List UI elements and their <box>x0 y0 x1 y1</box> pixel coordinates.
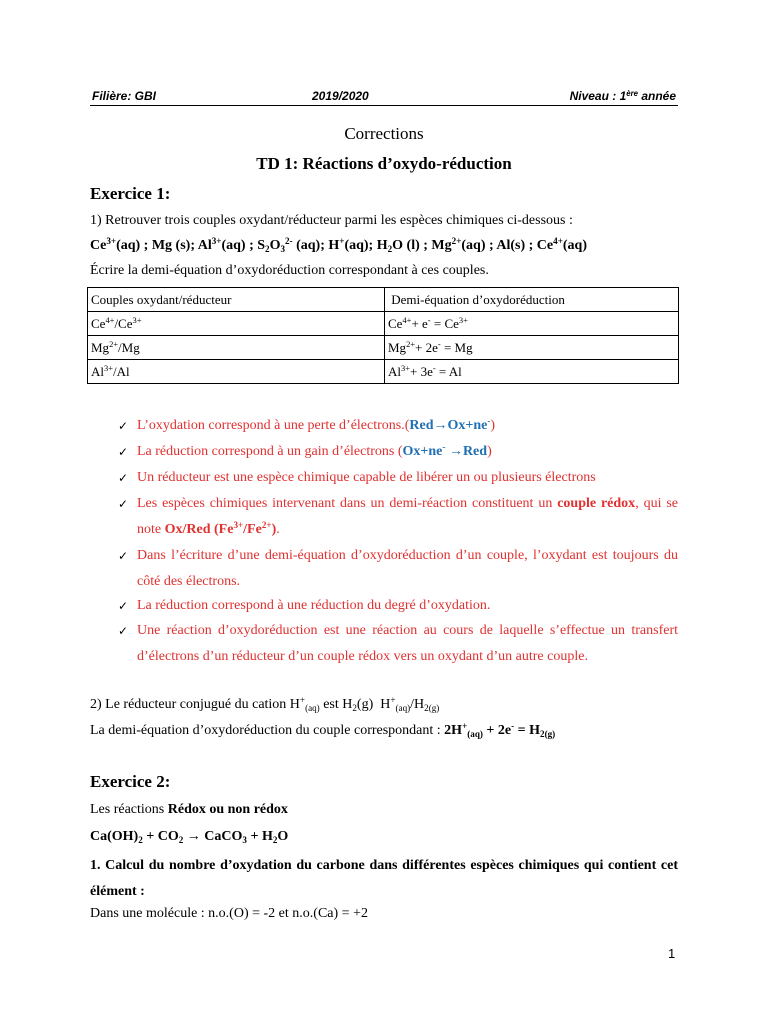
ex1-instruction: Écrire la demi-équation d’oxydoréduction correspondant à ces couples. <box>90 263 489 278</box>
checkmark-icon: ✓ <box>118 419 129 433</box>
ex2-reaction: $Ca(OH)_2 + CO_2$ → CaCO$_3$ + $H_2O$ <box>90 829 289 845</box>
table-cell: $Mg^{2+}/Mg$ <box>88 336 385 360</box>
ex1-question-1: 1) Retrouver trois couples oxydant/réducteur parmi les espèces chimiques ci-dessous : <box>90 213 573 228</box>
ex1-question-2: 2) Le réducteur conjugué du cation $H^+_{(aq)}$ est $H_2(g)$ $H^+_{(aq)}/H_{2(g)}$ <box>90 695 440 713</box>
list-item: ✓ Un réducteur est une espèce chimique capable de libérer un ou plusieurs électrons <box>118 465 678 491</box>
checkmark-icon: ✓ <box>118 471 129 485</box>
ex2-question-1: 1. Calcul du nombre d’oxydation du carbone dans différentes espèces chimiques qui contient cet élément : <box>90 858 678 899</box>
exercise-1-heading: Exercice 1: <box>90 184 171 203</box>
page-number: 1 <box>668 946 676 961</box>
table-row <box>88 312 679 336</box>
checkmark-icon: ✓ <box>118 549 129 563</box>
checkmark-icon: ✓ <box>118 624 129 638</box>
table-cell: $Al^{3+}+ 3e^- = Al$ <box>385 360 679 384</box>
list-item: ✓ Une réaction d’oxydoréduction est une réaction au cours de laquelle s’effectue un transfert d’électrons d’un réducteur d’un couple rédox vers un oxydant d’un autre couple. <box>118 618 678 670</box>
page-subtitle: TD 1: Réactions d’oxydo-réduction <box>256 154 512 173</box>
checkmark-icon: ✓ <box>118 599 129 613</box>
redox-couples-table <box>87 287 679 384</box>
checkmark-icon: ✓ <box>118 445 129 459</box>
table-header-row <box>88 288 679 312</box>
table-row <box>88 336 679 360</box>
checkmark-icon: ✓ <box>118 497 129 511</box>
list-item: ✓ L’oxydation correspond à une perte d’électrons.(Red→Ox+ne-) <box>118 413 678 439</box>
list-item: ✓ La réduction correspond à un gain d’électrons (Ox+ne- →Red) <box>118 439 678 465</box>
ex2-intro: Les réactions Rédox ou non rédox <box>90 802 288 817</box>
table-header-cell: Couples oxydant/réducteur <box>88 288 385 312</box>
year-label: 2019/2020 <box>312 89 369 103</box>
list-item: ✓ Les espèces chimiques intervenant dans un demi-réaction constituent un couple rédox, qui se note Ox/Red $(Fe^{3+}/Fe^{2+})$. <box>118 491 678 543</box>
table-header-cell: Demi-équation d’oxydoréduction <box>385 288 679 312</box>
list-item: ✓ Dans l’écriture d’une demi-équation d’oxydoréduction d’un couple, l’oxydant est toujours du côté des électrons. <box>118 543 678 595</box>
ex1-half-equation: La demi-équation d’oxydoréduction du couple correspondant : $2H^+_{(aq)} + 2e^- = H_{2(g)}$ <box>90 721 556 739</box>
table-row <box>88 360 679 384</box>
exercise-2-heading: Exercice 2: <box>90 772 171 791</box>
page-title: Corrections <box>344 124 424 143</box>
page-header <box>90 89 678 106</box>
table-cell: $Mg^{2+}+ 2e^- = Mg$ <box>385 336 679 360</box>
species-list: $Ce^{3+}(aq)$ ; Mg (s); $Al^{3+}(aq)$ ; $S_2O_3^{2-}$ (aq); H+(aq); $H_2O$ (l) ; $Mg^{2+}(aq)$ ; Al(s) ; $Ce^{4+}(aq)$ <box>90 236 587 254</box>
ex2-molecule-rule: Dans une molécule : n.o.(O) = -2 et n.o.(Ca) = +2 <box>90 906 368 921</box>
table-cell: $Al^{3+}/Al$ <box>88 360 385 384</box>
filiere-label: Filière: GBI <box>92 89 157 103</box>
table-cell: $Ce^{4+}+ e^- = Ce^{3+}$ <box>385 312 679 336</box>
list-item: ✓ La réduction correspond à une réduction du degré d’oxydation. <box>118 593 678 619</box>
niveau-label: Niveau : 1ère année <box>569 89 676 103</box>
table-cell: $Ce^{4+}/Ce^{3+}$ <box>88 312 385 336</box>
